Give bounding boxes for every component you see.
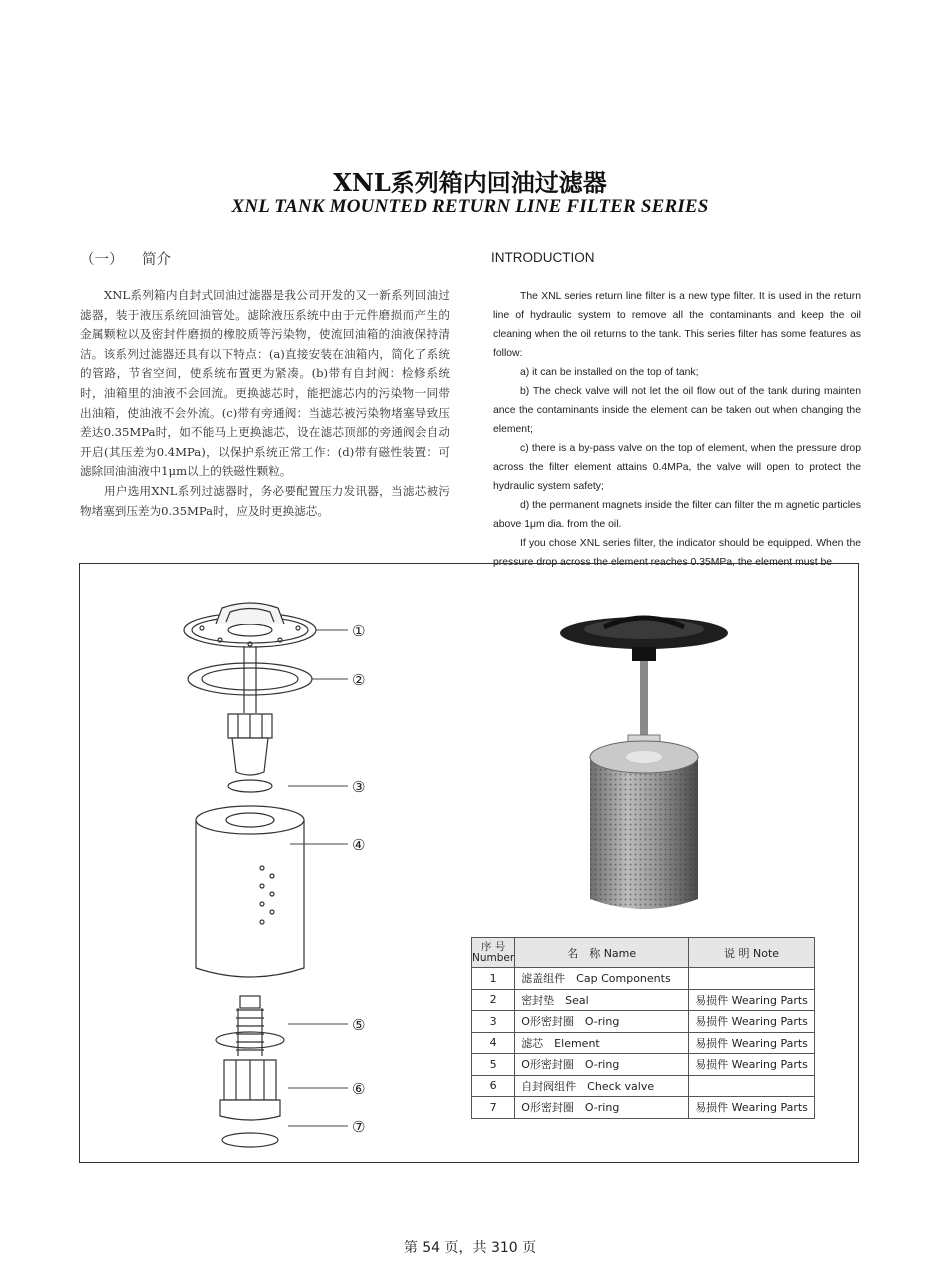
callout-1: ①	[352, 622, 366, 640]
header-note: 说 明 Note	[689, 938, 815, 968]
exploded-view-drawing	[180, 578, 480, 1153]
header-number-en: Number	[472, 951, 515, 964]
intro-en-paragraph: a) it can be installed on the top of tank;	[520, 367, 699, 378]
page-footer: 第 54 页，共 310 页	[403, 1240, 537, 1256]
intro-en-paragraph: If you chose XNL series filter, the indicator should be equipped. When the pressure drop across the element reaches 0.35MPa, the element must be	[493, 538, 861, 568]
filter-product-photo	[558, 607, 730, 917]
header-number-cn: 序 号	[480, 940, 506, 953]
row-name: O形密封圈 O-ring	[515, 1097, 689, 1119]
callout-6: ⑥	[352, 1080, 366, 1098]
row-name: 自封阀组件 Check valve	[515, 1075, 689, 1097]
figure-box	[79, 563, 859, 1163]
table-row	[472, 1032, 815, 1054]
row-note	[689, 1075, 815, 1097]
section-heading-en: INTRODUCTION	[491, 250, 595, 265]
parts-table-header	[472, 938, 815, 968]
spring-drawing	[236, 996, 264, 1056]
row-name: 滤盖组件 Cap Components	[515, 968, 689, 990]
row-number: 4	[472, 1032, 515, 1054]
row-name: 密封垫 Seal	[515, 989, 689, 1011]
intro-cn-paragraph: 用户选用XNL系列过滤器时，务必要配置压力发讯器，当滤芯被污物堵塞到压差为0.35MPa时，应及时更换滤芯。	[80, 483, 450, 518]
callout-3: ③	[352, 778, 366, 796]
row-note: 易损件 Wearing Parts	[689, 989, 815, 1011]
check-valve-drawing	[220, 1060, 280, 1120]
table-row	[472, 1097, 815, 1119]
intro-en-paragraph: c) there is a by-pass valve on the top of element, when the pressure drop across the filter element attains 0.4MPa, the valve will open to protect the hydraulic system safety;	[493, 443, 861, 492]
row-number: 6	[472, 1075, 515, 1097]
o-ring-3-drawing	[228, 780, 272, 792]
photo-cap	[560, 617, 728, 661]
callout-2: ②	[352, 671, 366, 689]
callout-7: ⑦	[352, 1118, 366, 1136]
table-row	[472, 1075, 815, 1097]
table-row	[472, 968, 815, 990]
parts-table	[471, 937, 815, 1119]
row-note: 易损件 Wearing Parts	[689, 1032, 815, 1054]
intro-en-paragraph: d) the permanent magnets inside the filter can filter the m agnetic particles above 1μm dia. from the oil.	[493, 500, 861, 530]
row-number: 5	[472, 1054, 515, 1076]
row-note	[689, 968, 815, 990]
table-row	[472, 1011, 815, 1033]
upper-valve-drawing	[228, 714, 272, 775]
row-name: O形密封圈 O-ring	[515, 1011, 689, 1033]
callout-5: ⑤	[352, 1016, 366, 1034]
table-row	[472, 989, 815, 1011]
cap-drawing	[184, 603, 316, 647]
row-name: 滤芯 Element	[515, 1032, 689, 1054]
section-number: （一）	[80, 252, 124, 268]
photo-element	[590, 741, 698, 909]
o-ring-7-drawing	[222, 1133, 278, 1147]
table-row	[472, 1054, 815, 1076]
intro-cn-paragraph: XNL系列箱内自封式回油过滤器是我公司开发的又一新系列回油过滤器，装于液压系统回油管处。滤除液压系统中由于元件磨损而产生的金属颗粒以及密封件磨损的橡胶质等污染物，使流回油箱的油液保持清洁。该系列过滤器还具有以下特点：(a)直接安装在油箱内，简化了系统的管路，节省空间，使系统布置更为紧凑。(b)带有自封阀：检修系统时，油箱里的油液不会回流。更换滤芯时，能把滤芯内的污染物一同带出油箱，使油液不会外流。(c)带有旁通阀：当滤芯被污染物堵塞导致压差达0.35MPa时，如不能马上更换滤芯，设在滤芯顶部的旁通阀会自动开启(其压差为0.4MPa)，以保护系统正常工作：(d)带有磁性装置：可滤除回油油液中1μm以上的铁磁性颗粒。	[80, 288, 450, 479]
element-drawing	[196, 806, 304, 977]
header-number	[472, 938, 515, 968]
section-heading-cn	[80, 248, 171, 269]
callout-4: ④	[352, 836, 366, 854]
seal-drawing	[188, 646, 312, 713]
row-number: 7	[472, 1097, 515, 1119]
row-name: O形密封圈 O-ring	[515, 1054, 689, 1076]
row-note: 易损件 Wearing Parts	[689, 1011, 815, 1033]
row-note: 易损件 Wearing Parts	[689, 1054, 815, 1076]
intro-cn-column	[80, 286, 450, 521]
row-note: 易损件 Wearing Parts	[689, 1097, 815, 1119]
page-title-cn: XNL系列箱内回油过滤器	[333, 168, 607, 197]
intro-en-column	[493, 287, 861, 572]
section-label: 简介	[142, 252, 171, 268]
page-title-en: XNL TANK MOUNTED RETURN LINE FILTER SERIES	[231, 196, 709, 217]
intro-en-paragraph: The XNL series return line filter is a new type filter. It is used in the return line of hydraulic system to remove all the contaminants and keep the oil cleaning when the oil returns to the tank. This series filter has some features as follow:	[493, 291, 861, 359]
row-number: 3	[472, 1011, 515, 1033]
photo-rod	[640, 661, 648, 737]
intro-en-paragraph: b) The check valve will not let the oil flow out of the tank during mainten ance the contaminants inside the element can be taken out when changing the element;	[493, 386, 861, 435]
header-name: 名 称 Name	[515, 938, 689, 968]
row-number: 1	[472, 968, 515, 990]
row-number: 2	[472, 989, 515, 1011]
